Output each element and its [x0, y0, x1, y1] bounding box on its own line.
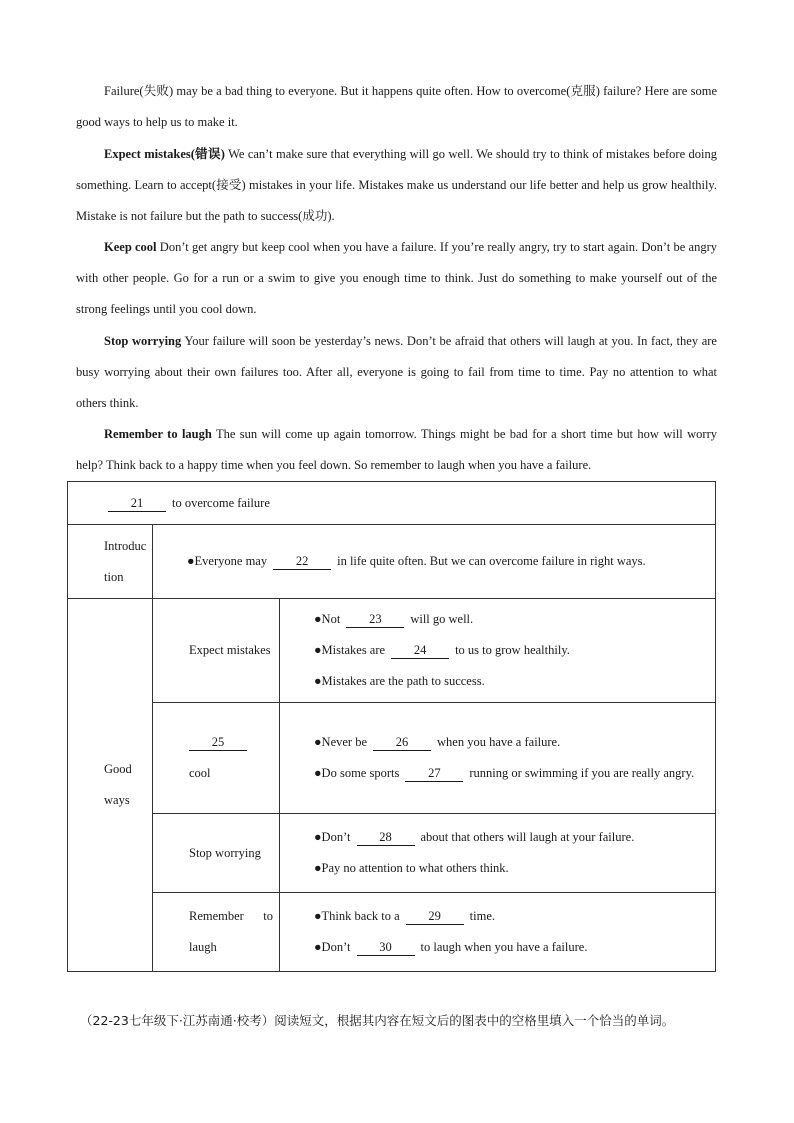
content-keep-cool-cell	[280, 703, 716, 814]
blank-28[interactable]: 28	[357, 829, 415, 846]
line-26	[280, 727, 715, 758]
label-remember-to-laugh-cell	[153, 893, 280, 972]
line-29	[280, 901, 715, 932]
blank-23[interactable]: 23	[346, 611, 404, 628]
good-ways-label: Good ways	[104, 762, 132, 807]
line-27-post: running or swimming if you are really angry.	[469, 766, 695, 780]
line-30	[280, 932, 715, 963]
blank-30[interactable]: 30	[357, 939, 415, 956]
paragraph-keep-cool	[76, 232, 717, 325]
intro-label-cell	[68, 525, 153, 599]
table-row-stop-worrying	[68, 814, 716, 893]
paragraph-remember-to-laugh	[76, 419, 717, 481]
label-keep-cool-text: cool	[189, 766, 211, 780]
blank-26[interactable]: 26	[373, 734, 431, 751]
blank-22[interactable]: 22	[273, 553, 331, 570]
line-28-pre: ●Don’t	[314, 830, 351, 844]
paragraph-stop-worrying-text: Your failure will soon be yesterday’s news. Don’t be afraid that others will laugh at you. In fact, they are busy worrying about their own failures too. After all, everyone is going to fail from time to time. Pay no attention to what others think.	[76, 334, 717, 410]
table-intro-row	[68, 525, 716, 599]
table-row-keep-cool	[68, 703, 716, 814]
line-24	[280, 635, 715, 666]
line-24-post: to us to grow healthily.	[455, 643, 570, 657]
label-expect-mistakes-cell	[153, 599, 280, 703]
heading-expect-mistakes: Expect mistakes(错误)	[104, 147, 225, 161]
paragraph-intro-text: Failure(失败) may be a bad thing to everyone. But it happens quite often. How to overcome(克服) failure? Here are some good ways to help us to make it.	[76, 84, 717, 129]
blank-24[interactable]: 24	[391, 642, 449, 659]
table-title-row	[68, 482, 716, 525]
paragraph-remember-to-laugh-text: The sun will come up again tomorrow. Things might be bad for a short time but how will worry help? Think back to a happy time when you feel down. So remember to laugh when you have a failure.	[76, 427, 717, 472]
blank-21[interactable]: 21	[108, 495, 166, 512]
paragraph-expect-mistakes	[76, 139, 717, 232]
label-stop-worrying: Stop worrying	[189, 845, 261, 860]
line-29-post: time.	[469, 909, 495, 923]
line-27-pre: ●Do some sports	[314, 766, 400, 780]
intro-content-cell	[153, 525, 716, 599]
line-23-pre: ●Not	[314, 612, 341, 626]
label-expect-mistakes: Expect mistakes	[189, 643, 271, 657]
line-23	[280, 604, 715, 635]
line-29-pre: ●Think back to a	[314, 909, 400, 923]
line-success-text: ●Mistakes are the path to success.	[314, 674, 485, 688]
content-expect-mistakes-cell	[280, 599, 716, 703]
label-keep-cool-cell	[153, 703, 280, 814]
table-title-text: to overcome failure	[172, 495, 270, 510]
line-30-pre: ●Don’t	[314, 940, 351, 954]
line-pay-attention	[280, 853, 715, 884]
line-success	[280, 666, 715, 697]
line-28-post: about that others will laugh at your failure.	[420, 830, 635, 844]
line-26-pre: ●Never be	[314, 735, 368, 749]
label-keep-cool	[161, 727, 279, 789]
line-26-post: when you have a failure.	[437, 735, 561, 749]
good-ways-cell	[68, 599, 153, 972]
paragraph-stop-worrying	[76, 326, 717, 419]
label-stop-worrying-cell	[153, 814, 280, 893]
paragraph-keep-cool-text: Don’t get angry but keep cool when you have a failure. If you’re really angry, try to start again. Don’t be angry with other people. Go for a run or a swim to give you enough time to think. Just do something to make yourself out of the strong feelings until you cool down.	[76, 240, 718, 316]
heading-keep-cool: Keep cool	[104, 240, 157, 254]
intro-label: Introduction	[104, 538, 147, 584]
paragraph-intro	[76, 76, 717, 138]
question-source-instruction: （22-23七年级下·江苏南通·校考）阅读短文，根据其内容在短文后的图表中的空格里填入一个恰当的单词。	[80, 1013, 675, 1028]
blank-29[interactable]: 29	[406, 908, 464, 925]
content-remember-to-laugh-cell	[280, 893, 716, 972]
summary-table	[67, 481, 716, 972]
blank-25[interactable]: 25	[189, 734, 247, 751]
heading-stop-worrying: Stop worrying	[104, 334, 182, 348]
line-24-pre: ●Mistakes are	[314, 643, 386, 657]
line-28	[280, 822, 715, 853]
paragraph-expect-mistakes-text: We can’t make sure that everything will go well. We should try to think of mistakes before doing something. Learn to accept(接受) mistakes in your life. Mistakes make us understand our life better and help us grow healthily. Mistake is not failure but the path to success(成功).	[76, 147, 717, 223]
table-row-expect-mistakes	[68, 599, 716, 703]
line-27	[280, 758, 715, 789]
line-30-post: to laugh when you have a failure.	[420, 940, 588, 954]
label-remember-to-laugh: Remember to laugh	[189, 909, 273, 954]
blank-27[interactable]: 27	[405, 765, 463, 782]
line-pay-attention-text: ●Pay no attention to what others think.	[314, 861, 509, 875]
intro-pre: ●Everyone may	[187, 554, 268, 568]
table-title-cell	[68, 482, 716, 525]
line-23-post: will go well.	[410, 612, 474, 626]
content-stop-worrying-cell	[280, 814, 716, 893]
heading-remember-to-laugh: Remember to laugh	[104, 427, 212, 441]
table-row-remember-to-laugh	[68, 893, 716, 972]
intro-post: in life quite often. But we can overcome failure in right ways.	[337, 554, 646, 568]
